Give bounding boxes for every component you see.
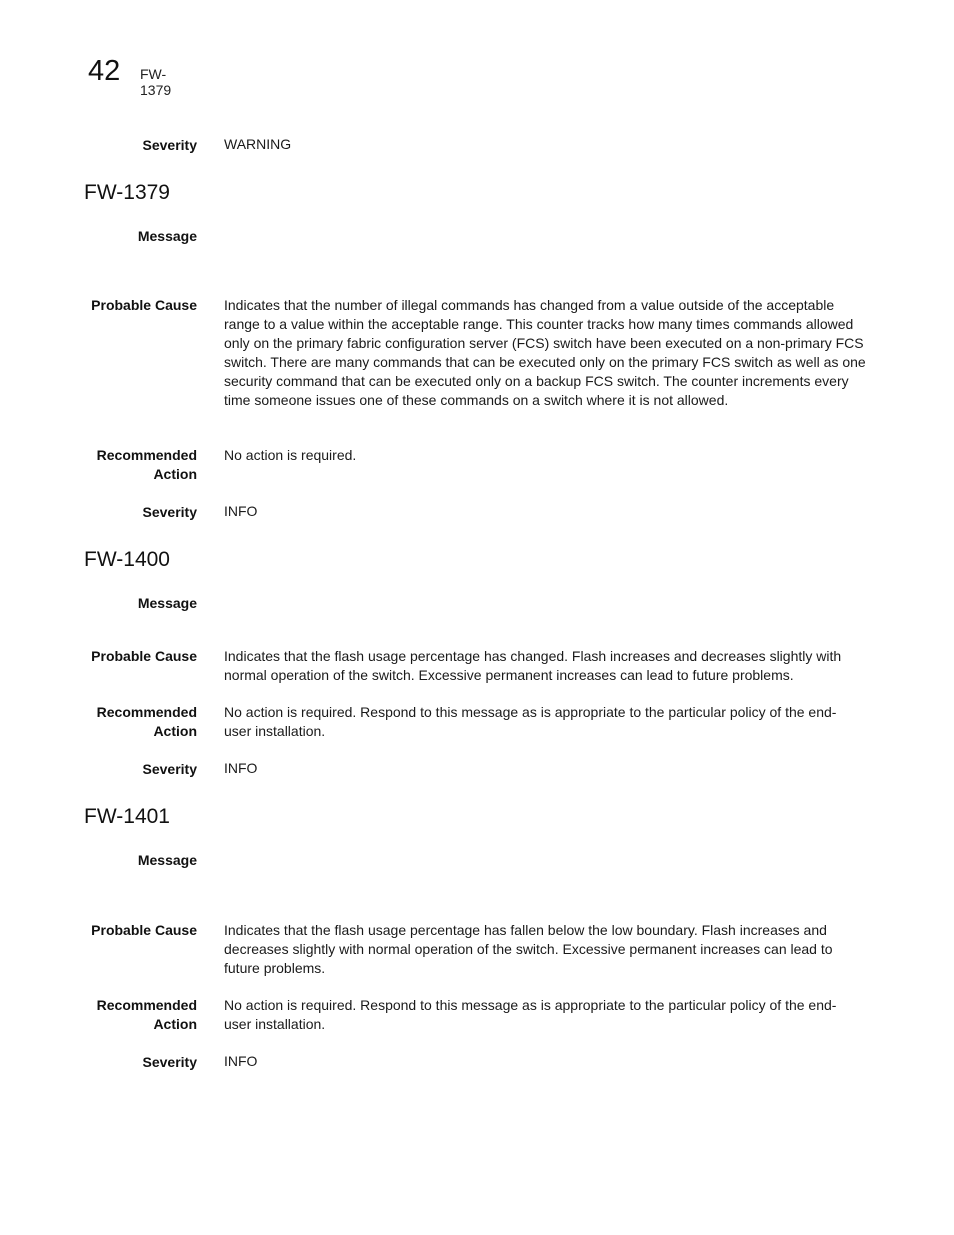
recommended-label-line2: Action bbox=[153, 1016, 197, 1032]
entry-heading: FW-1400 bbox=[84, 548, 170, 571]
recommended-action-label bbox=[57, 703, 197, 741]
recommended-label-line1: Recommended bbox=[96, 997, 197, 1013]
message-label: Message bbox=[137, 595, 197, 611]
probable-cause-label: Probable Cause bbox=[91, 922, 197, 938]
severity-label: Severity bbox=[142, 761, 197, 777]
recommended-action-value: No action is required. bbox=[224, 447, 357, 463]
recommended-label-line1: Recommended bbox=[96, 704, 197, 720]
message-label: Message bbox=[137, 228, 197, 244]
recommended-action-value: No action is required. Respond to this message as is appropriate to the particular policy of the end-user installation. bbox=[224, 997, 837, 1032]
severity-value: INFO bbox=[224, 503, 258, 519]
recommended-label-line1: Recommended bbox=[96, 447, 197, 463]
severity-label: Severity bbox=[142, 504, 197, 520]
probable-cause-label: Probable Cause bbox=[91, 648, 197, 664]
entry-heading: FW-1379 bbox=[84, 181, 170, 204]
probable-cause-value: Indicates that the flash usage percentage has changed. Flash increases and decreases slightly with normal operation of the switch. Excessive permanent increases can lead to future problems. bbox=[224, 648, 842, 683]
probable-cause-label: Probable Cause bbox=[91, 297, 197, 313]
recommended-action-value: No action is required. Respond to this message as is appropriate to the particular policy of the end-user installation. bbox=[224, 704, 837, 739]
recommended-label-line2: Action bbox=[153, 466, 197, 482]
severity-label: Severity bbox=[142, 137, 197, 153]
probable-cause-value: Indicates that the flash usage percentage has fallen below the low boundary. Flash increases and decreases slightly with normal operation of the switch. Excessive permanent increases can lead to future problems. bbox=[224, 922, 833, 976]
probable-cause-value: Indicates that the number of illegal commands has changed from a value outside of the acceptable range to a value within the acceptable range. This counter tracks how many times commands allowed only on the primary fabric configuration server (FCS) switch have been executed on a non-primary FCS switch. There are many commands that can be executed only on the primary FCS switch as well as one security command that can be executed only on a backup FCS switch. The counter increments every time someone issues one of these commands on a switch where it is not allowed. bbox=[224, 297, 866, 408]
severity-label: Severity bbox=[142, 1054, 197, 1070]
severity-value: INFO bbox=[224, 760, 258, 776]
recommended-action-label bbox=[57, 996, 197, 1034]
severity-value: INFO bbox=[224, 1053, 258, 1069]
recommended-action-label bbox=[57, 446, 197, 484]
severity-value: WARNING bbox=[224, 136, 292, 152]
running-title: FW-1379 bbox=[140, 66, 172, 98]
message-label: Message bbox=[137, 852, 197, 868]
recommended-label-line2: Action bbox=[153, 723, 197, 739]
entry-heading: FW-1401 bbox=[84, 805, 170, 828]
page-number: 42 bbox=[88, 55, 121, 87]
